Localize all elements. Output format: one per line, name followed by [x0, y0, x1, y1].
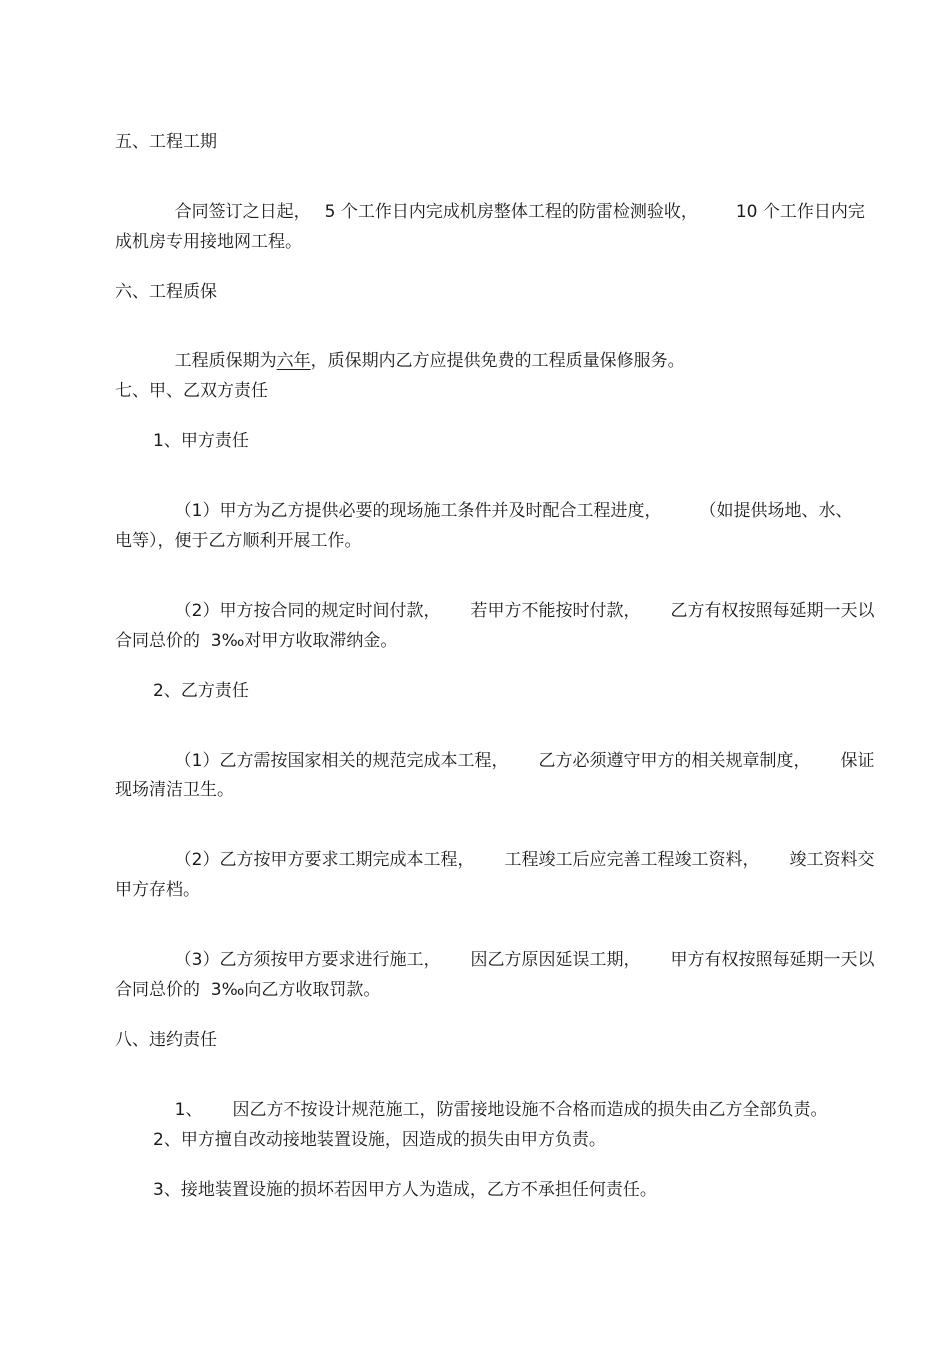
section-8-heading: 八、违约责任	[115, 1030, 217, 1050]
text-segment: 工程质保期为	[174, 351, 277, 371]
item-number: 1、	[174, 1100, 203, 1120]
text-segment: （1）甲方为乙方提供必要的现场施工条件并及时配合工程进度，	[174, 501, 662, 521]
party-b-item-2-line-2: 甲方存档。	[115, 880, 200, 900]
party-b-title: 2、乙方责任	[153, 681, 249, 701]
text-segment: （2）甲方按合同的规定时间付款，	[174, 601, 441, 621]
text-segment: 若甲方不能按时付款，	[470, 601, 641, 621]
breach-item-3: 3、接地装置设施的损坏若因甲方人为造成，乙方不承担任何责任。	[153, 1180, 657, 1200]
section-5-paragraph-line-2: 成机房专用接地网工程。	[115, 232, 302, 252]
section-6-heading: 六、工程质保	[115, 282, 217, 302]
text-segment: 保证	[840, 751, 875, 771]
text-segment: 工程竣工后应完善工程竣工资料，	[504, 850, 760, 870]
text-segment: 因乙方原因延误工期，	[470, 950, 641, 970]
text-segment: 因乙方不按设计规范施工，防雷接地设施不合格而造成的损失由乙方全部负责。	[232, 1100, 828, 1120]
text-segment: 甲方有权按照每延期一天以	[670, 950, 875, 970]
party-b-item-1-line-1	[153, 731, 874, 791]
text-segment: 竣工资料交	[789, 850, 875, 870]
text-segment: （3）乙方须按甲方要求进行施工，	[174, 950, 441, 970]
section-5-heading: 五、工程工期	[115, 132, 217, 152]
text-segment: 乙方有权按照每延期一天以	[670, 601, 875, 621]
text-segment: 5 个工作日内完成机房整体工程的防雷检测验收，	[324, 202, 698, 222]
text-segment: ，质保期内乙方应提供免费的工程质量保修服务。	[310, 351, 685, 371]
text-segment: 乙方必须遵守甲方的相关规章制度，	[538, 751, 811, 771]
section-7-heading: 七、甲、乙双方责任	[115, 381, 268, 401]
party-a-item-2-line-2: 合同总价的 3‰对甲方收取滞纳金。	[115, 631, 398, 651]
text-segment: （1）乙方需按国家相关的规范完成本工程，	[174, 751, 509, 771]
text-segment: 10 个工作日内完	[735, 202, 865, 222]
party-a-item-1-line-2: 电等），便于乙方顺利开展工作。	[115, 531, 362, 551]
party-b-item-2-line-1	[153, 830, 874, 890]
breach-item-2: 2、甲方擅自改动接地装置设施，因造成的损失由甲方负责。	[153, 1130, 606, 1150]
party-b-item-1-line-2: 现场清洁卫生。	[115, 780, 234, 800]
text-segment: （2）乙方按甲方要求工期完成本工程，	[174, 850, 475, 870]
warranty-years: 六年	[276, 351, 311, 371]
party-a-title: 1、甲方责任	[153, 431, 249, 451]
text-segment: 合同签订之日起，	[174, 202, 311, 222]
text-segment: （如提供场地、水、	[699, 501, 853, 521]
party-b-item-3-line-2: 合同总价的 3‰向乙方收取罚款。	[115, 980, 381, 1000]
